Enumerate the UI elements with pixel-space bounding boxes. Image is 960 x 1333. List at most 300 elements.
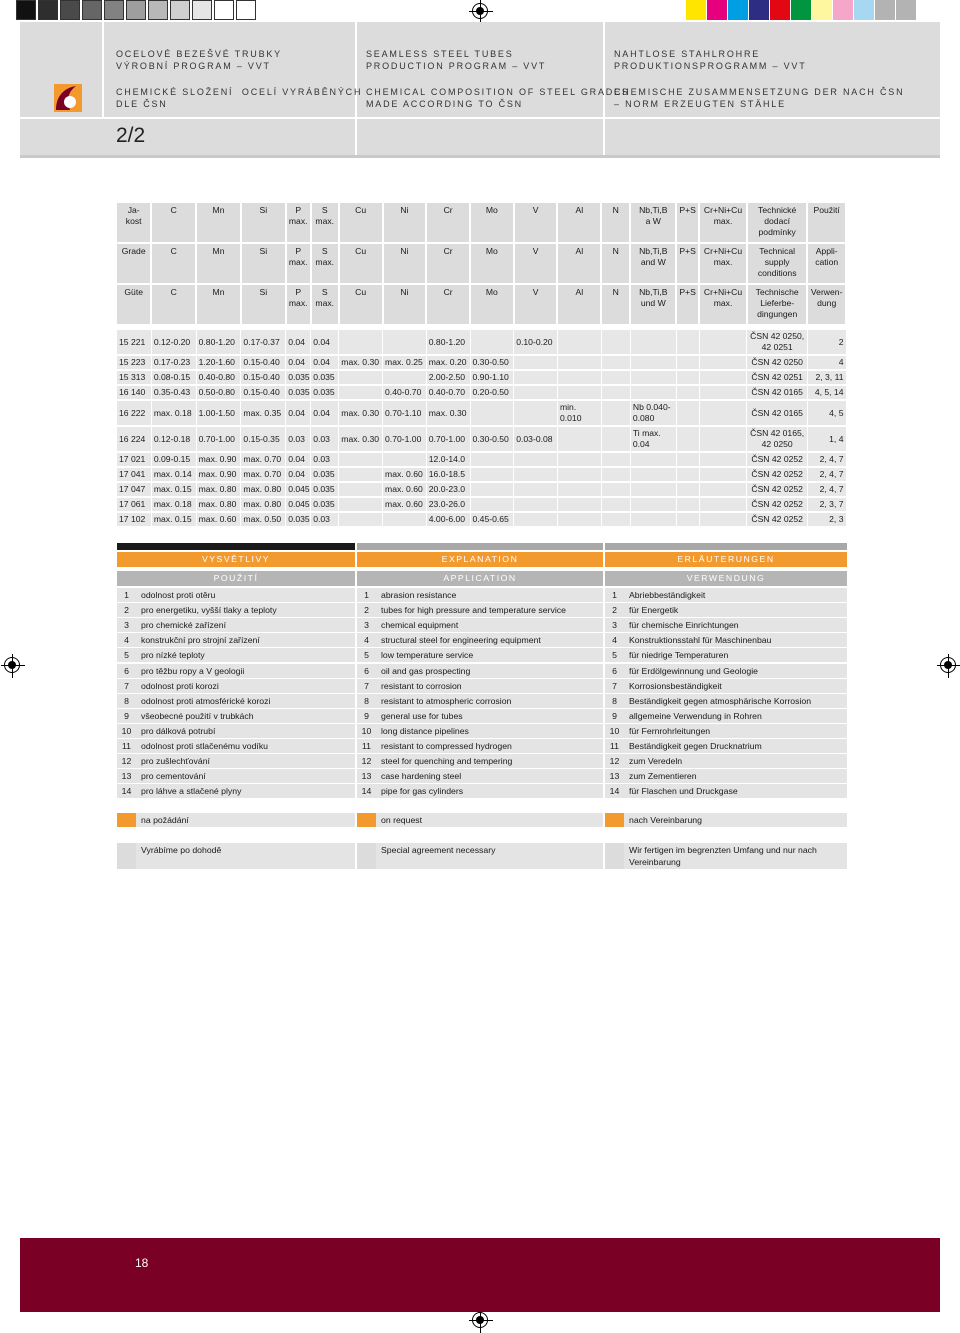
- legend-item-en: [357, 784, 603, 798]
- table-cell: 0.04: [286, 467, 311, 482]
- legend-item-de: [605, 769, 847, 783]
- legend-item-number: 14: [121, 786, 132, 797]
- table-cell: [557, 385, 601, 400]
- table-header-cell: C: [151, 203, 196, 242]
- table-cell: 0.035: [311, 497, 339, 512]
- table-cell: 17 021: [117, 452, 151, 467]
- table-cell: 0.10-0.20: [514, 330, 558, 355]
- table-cell: [630, 330, 676, 355]
- table-header-cell: Cr+Ni+Cu max.: [699, 285, 747, 324]
- header-title-cz: OCELOVÉ BEZEŠVÉ TRUBKY VÝROBNÍ PROGRAM – VVT: [116, 49, 282, 71]
- table-cell: [601, 497, 630, 512]
- table-cell: max. 0.70: [241, 452, 286, 467]
- legend-item-number: 6: [124, 665, 129, 676]
- table-cell: 0.04: [311, 355, 339, 370]
- table-cell: 0.035: [311, 482, 339, 497]
- legend-item-number: 9: [612, 710, 617, 721]
- table-header-cell: Technical supply conditions: [747, 244, 807, 283]
- table-cell: [514, 452, 558, 467]
- table-cell: [699, 426, 747, 452]
- table-header-cell: Verwen- dung: [807, 285, 846, 324]
- table-cell: 15 221: [117, 330, 151, 355]
- table-cell: 2.00-2.50: [426, 370, 470, 385]
- table-header-cell: Nb,Ti,B a W: [630, 203, 676, 242]
- table-header-cell: Al: [557, 203, 601, 242]
- table-header-cell: Nb,Ti,B und W: [630, 285, 676, 324]
- legend-item-cz: [117, 633, 355, 647]
- legend-item-text: general use for tubes: [381, 710, 463, 721]
- table-cell: [601, 385, 630, 400]
- table-cell: ČSN 42 0252: [747, 452, 807, 467]
- table-cell: 0.15-0.40: [241, 385, 286, 400]
- table-row: [117, 355, 846, 370]
- table-header-cell: V: [514, 285, 558, 324]
- table-cell: 0.03: [286, 426, 311, 452]
- legend-item-text: pro chemické zařízení: [141, 620, 226, 631]
- legend-item-text: für niedrige Temperaturen: [629, 650, 729, 661]
- table-cell: 0.04: [286, 330, 311, 355]
- legend-item-text: pro energetiku, vyšší tlaky a teploty: [141, 605, 277, 616]
- table-row: [117, 467, 846, 482]
- table-cell: [630, 355, 676, 370]
- legend-subtitle-de: VERWENDUNG: [605, 571, 847, 586]
- print-grey-scale-bar: [16, 0, 258, 20]
- legend-item-number: 12: [121, 756, 132, 767]
- table-cell: 0.035: [286, 370, 311, 385]
- table-cell: ČSN 42 0252: [747, 497, 807, 512]
- table-cell: [676, 370, 699, 385]
- table-cell: [470, 497, 514, 512]
- legend-item-number: 3: [124, 620, 129, 631]
- table-cell: 4: [807, 355, 846, 370]
- legend-item-number: 4: [364, 635, 369, 646]
- registration-mark-icon: [4, 657, 20, 673]
- table-cell: 0.04: [311, 400, 339, 426]
- legend-item-text: steel for quenching and tempering: [381, 756, 513, 767]
- table-cell: 17 047: [117, 482, 151, 497]
- table-cell: min. 0.010: [557, 400, 601, 426]
- table-cell: [557, 452, 601, 467]
- registration-mark-icon: [472, 1312, 488, 1328]
- table-cell: Ti max. 0.04: [630, 426, 676, 452]
- table-cell: [601, 400, 630, 426]
- table-cell: 0.12-0.20: [151, 330, 196, 355]
- table-header-cell: V: [514, 244, 558, 283]
- table-row: [117, 385, 846, 400]
- legend-item-text: Beständigkeit gegen Drucknatrium: [629, 741, 762, 751]
- legend-item-cz: [117, 588, 355, 602]
- table-cell: [339, 467, 383, 482]
- legend-item-de: [605, 739, 847, 753]
- legend-subtitle-en: APPLICATION: [357, 571, 603, 586]
- table-cell: 0.17-0.23: [151, 355, 196, 370]
- legend-item-en: [357, 648, 603, 662]
- table-cell: max. 0.30: [339, 355, 383, 370]
- table-header-cell: Cu: [339, 285, 383, 324]
- table-cell: 0.035: [311, 467, 339, 482]
- table-cell: [470, 452, 514, 467]
- table-cell: 0.40-0.70: [426, 385, 470, 400]
- table-cell: 2: [807, 330, 846, 355]
- legend-subtitle-cz: POUŽITÍ: [117, 571, 355, 586]
- header-title-de: NAHTLOSE STAHLROHRE PRODUKTIONSPROGRAMM – VVT: [614, 49, 807, 71]
- header-divider: [20, 117, 940, 119]
- table-header-cell: Ni: [383, 244, 427, 283]
- legend-item-en: [357, 618, 603, 632]
- legend-item-number: 10: [121, 725, 132, 736]
- table-cell: Nb 0.040- 0.080: [630, 400, 676, 426]
- table-cell: [470, 467, 514, 482]
- legend-item-text: für Fernrohrleitungen: [629, 725, 711, 736]
- table-cell: 16 224: [117, 426, 151, 452]
- table-header-cell: C: [151, 285, 196, 324]
- table-cell: 0.40-0.70: [383, 385, 427, 400]
- table-cell: max. 0.80: [241, 497, 286, 512]
- table-header-cell: Si: [241, 285, 286, 324]
- table-cell: max. 0.20: [426, 355, 470, 370]
- table-cell: ČSN 42 0252: [747, 482, 807, 497]
- table-header-cell: Cu: [339, 244, 383, 283]
- table-header-cell: S max.: [311, 285, 339, 324]
- legend-item-number: 13: [609, 771, 620, 782]
- legend-item-number: 8: [364, 695, 369, 706]
- legend-item-text: Beständigkeit gegen atmosphärische Korrosion: [629, 695, 812, 706]
- table-cell: [557, 330, 601, 355]
- table-cell: [339, 385, 383, 400]
- table-cell: 1, 4: [807, 426, 846, 452]
- table-cell: 0.03-0.08: [514, 426, 558, 452]
- legend-item-number: 12: [361, 756, 372, 767]
- legend-item-en: [357, 709, 603, 723]
- table-cell: [630, 512, 676, 527]
- legend-item-number: 14: [361, 786, 372, 797]
- legend-item-cz: [117, 618, 355, 632]
- legend-item-de: [605, 588, 847, 602]
- table-header-cell: Ni: [383, 203, 427, 242]
- table-header-cell: P+S: [676, 244, 699, 283]
- legend-item-en: [357, 664, 603, 678]
- table-cell: 0.17-0.37: [241, 330, 286, 355]
- table-cell: 0.12-0.18: [151, 426, 196, 452]
- legend-item-number: 12: [609, 756, 620, 767]
- table-cell: [699, 512, 747, 527]
- table-cell: [514, 370, 558, 385]
- table-cell: max. 0.35: [241, 400, 286, 426]
- table-header-cell: Technické dodací podmínky: [747, 203, 807, 242]
- table-cell: [339, 497, 383, 512]
- legend-item-text: allgemeine Verwendung in Rohren: [629, 710, 762, 721]
- table-cell: max. 0.80: [196, 482, 241, 497]
- table-header-cell: Mo: [470, 244, 514, 283]
- legend-item-cz: [117, 724, 355, 738]
- table-cell: [339, 370, 383, 385]
- legend-item-text: für Flaschen und Druckgase: [629, 786, 738, 797]
- legend-item-de: [605, 648, 847, 662]
- table-header-row: [117, 244, 846, 283]
- table-cell: [699, 452, 747, 467]
- legend-item-number: 1: [364, 590, 369, 600]
- legend-item-cz: [117, 648, 355, 662]
- table-cell: 0.40-0.80: [196, 370, 241, 385]
- legend-item-number: 14: [609, 786, 620, 797]
- table-cell: [470, 400, 514, 426]
- legend-item-number: 8: [612, 695, 617, 706]
- table-cell: 0.15-0.35: [241, 426, 286, 452]
- table-cell: [601, 467, 630, 482]
- table-cell: [557, 370, 601, 385]
- table-cell: 0.90-1.10: [470, 370, 514, 385]
- table-cell: 0.03: [311, 426, 339, 452]
- legend-item-number: 5: [612, 650, 617, 661]
- legend-item-en: [357, 724, 603, 738]
- legend-item-text: odolnost proti otěru: [141, 590, 216, 600]
- legend-item-cz: [117, 769, 355, 783]
- legend-on-request-en: on request: [357, 813, 603, 827]
- table-header-cell: Al: [557, 285, 601, 324]
- legend-item-en: [357, 694, 603, 708]
- table-cell: [557, 467, 601, 482]
- table-cell: [470, 482, 514, 497]
- table-cell: [514, 482, 558, 497]
- table-cell: max. 0.80: [196, 497, 241, 512]
- table-cell: ČSN 42 0250: [747, 355, 807, 370]
- legend-item-text: všeobecné použití v trubkách: [141, 710, 254, 721]
- table-header-cell: N: [601, 244, 630, 283]
- table-header-cell: Appli- cation: [807, 244, 846, 283]
- table-cell: [557, 482, 601, 497]
- table-header-cell: Cr: [426, 244, 470, 283]
- table-header-cell: P max.: [286, 203, 311, 242]
- table-cell: max. 0.18: [151, 400, 196, 426]
- table-header-cell: Mn: [196, 244, 241, 283]
- table-cell: [630, 370, 676, 385]
- legend-item-en: [357, 679, 603, 693]
- table-cell: 23.0-26.0: [426, 497, 470, 512]
- legend-item-de: [605, 664, 847, 678]
- table-cell: [699, 385, 747, 400]
- table-header-cell: V: [514, 203, 558, 242]
- page-indicator: 2/2: [116, 124, 146, 147]
- table-cell: max. 0.60: [383, 482, 427, 497]
- legend-bar: [357, 543, 603, 550]
- table-header-cell: P+S: [676, 203, 699, 242]
- legend-item-cz: [117, 603, 355, 617]
- print-color-bar: [686, 0, 917, 20]
- table-cell: ČSN 42 0250, 42 0251: [747, 330, 807, 355]
- table-header-cell: S max.: [311, 203, 339, 242]
- legend-item-cz: [117, 679, 355, 693]
- table-cell: [601, 370, 630, 385]
- legend-item-text: chemical equipment: [381, 620, 459, 631]
- table-cell: 4.00-6.00: [426, 512, 470, 527]
- legend-item-number: 8: [124, 695, 129, 706]
- table-cell: max. 0.15: [151, 512, 196, 527]
- table-cell: [514, 467, 558, 482]
- legend-item-text: structural steel for engineering equipment: [381, 635, 541, 646]
- registration-mark-icon: [940, 657, 956, 673]
- table-cell: [339, 482, 383, 497]
- table-cell: 12.0-14.0: [426, 452, 470, 467]
- legend-item-number: 10: [361, 725, 372, 736]
- table-cell: [699, 400, 747, 426]
- table-header-cell: N: [601, 203, 630, 242]
- company-logo: [20, 22, 104, 117]
- legend-item-number: 13: [361, 771, 372, 782]
- legend-item-number: 4: [124, 635, 129, 646]
- table-cell: [514, 385, 558, 400]
- table-cell: max. 0.90: [196, 452, 241, 467]
- legend-item-de: [605, 679, 847, 693]
- table-cell: 15 313: [117, 370, 151, 385]
- legend-item-de: [605, 709, 847, 723]
- legend-item-text: für Erdölgewinnung und Geologie: [629, 665, 758, 676]
- table-cell: 0.15-0.40: [241, 370, 286, 385]
- legend-bar: [605, 543, 847, 550]
- table-row: [117, 400, 846, 426]
- table-cell: [339, 452, 383, 467]
- table-cell: [699, 467, 747, 482]
- header-subtitle-en: CHEMICAL COMPOSITION OF STEEL GRADES MADE ACCORDING TO ČSN: [366, 87, 630, 109]
- legend-agreement-cz: Vyrábíme po dohodě: [117, 843, 355, 869]
- legend-item-text: resistant to compressed hydrogen: [381, 741, 512, 751]
- table-header-cell: P max.: [286, 244, 311, 283]
- legend-item-number: 9: [364, 710, 369, 721]
- table-row: [117, 497, 846, 512]
- table-cell: 0.04: [311, 330, 339, 355]
- legend-item-number: 1: [124, 590, 129, 600]
- table-cell: [557, 355, 601, 370]
- table-row: [117, 452, 846, 467]
- table-cell: [676, 482, 699, 497]
- legend-item-text: zum Veredeln: [629, 756, 683, 767]
- legend-item-text: Korrosionsbeständigkeit: [629, 680, 722, 691]
- table-cell: [676, 426, 699, 452]
- legend-item-text: tubes for high pressure and temperature service: [381, 605, 566, 616]
- legend-item-number: 7: [124, 680, 129, 691]
- table-cell: [699, 497, 747, 512]
- table-cell: 15 223: [117, 355, 151, 370]
- table-cell: max. 0.70: [241, 467, 286, 482]
- table-header-cell: P+S: [676, 285, 699, 324]
- table-cell: 2, 4, 7: [807, 467, 846, 482]
- table-cell: [630, 385, 676, 400]
- legend-item-text: für chemische Einrichtungen: [629, 620, 739, 631]
- table-cell: [514, 512, 558, 527]
- table-cell: [676, 512, 699, 527]
- chemical-composition-table: [117, 203, 847, 528]
- table-cell: 0.04: [286, 400, 311, 426]
- registration-mark-icon: [472, 3, 488, 19]
- table-cell: 2, 4, 7: [807, 452, 846, 467]
- table-cell: max. 0.80: [241, 482, 286, 497]
- table-cell: ČSN 42 0251: [747, 370, 807, 385]
- table-cell: max. 0.60: [383, 497, 427, 512]
- table-cell: 0.45-0.65: [470, 512, 514, 527]
- legend-item-number: 11: [361, 741, 372, 751]
- table-cell: 16 140: [117, 385, 151, 400]
- table-cell: max. 0.15: [151, 482, 196, 497]
- legend-item-text: oil and gas prospecting: [381, 665, 471, 676]
- legend-item-text: pipe for gas cylinders: [381, 786, 464, 797]
- table-header-cell: Si: [241, 203, 286, 242]
- legend-item-number: 4: [612, 635, 617, 646]
- legend-item-number: 3: [364, 620, 369, 631]
- table-cell: ČSN 42 0252: [747, 467, 807, 482]
- table-cell: 0.70-1.00: [426, 426, 470, 452]
- table-header-cell: P max.: [286, 285, 311, 324]
- legend-item-text: für Energetik: [629, 605, 679, 616]
- table-cell: 4, 5: [807, 400, 846, 426]
- table-header-cell: Cr+Ni+Cu max.: [699, 203, 747, 242]
- table-header-cell: Cr+Ni+Cu max.: [699, 244, 747, 283]
- table-cell: [699, 330, 747, 355]
- legend-item-en: [357, 754, 603, 768]
- legend-item-text: konstrukční pro strojní zařízení: [141, 635, 260, 646]
- legend-item-de: [605, 754, 847, 768]
- table-cell: 0.20-0.50: [470, 385, 514, 400]
- table-cell: 16.0-18.5: [426, 467, 470, 482]
- table-cell: [676, 452, 699, 467]
- table-header-row: [117, 203, 846, 242]
- table-header-cell: Technische Lieferbe- dingungen: [747, 285, 807, 324]
- legend-item-text: pro zušlechťování: [141, 756, 210, 767]
- table-cell: 1.00-1.50: [196, 400, 241, 426]
- legend-item-cz: [117, 754, 355, 768]
- table-cell: 0.50-0.80: [196, 385, 241, 400]
- table-cell: 17 041: [117, 467, 151, 482]
- table-cell: [699, 482, 747, 497]
- table-cell: 0.80-1.20: [426, 330, 470, 355]
- header-subtitle-de: CHEMISCHE ZUSAMMENSETZUNG DER NACH ČSN – NORM ERZEUGTEN STÄHLE: [614, 87, 905, 109]
- legend-item-cz: [117, 694, 355, 708]
- table-cell: 0.35-0.43: [151, 385, 196, 400]
- legend-title-de: ERLÄUTERUNGEN: [605, 552, 847, 567]
- legend-on-request-de: nach Vereinbarung: [605, 813, 847, 827]
- legend-item-cz: [117, 664, 355, 678]
- legend-item-number: 6: [364, 665, 369, 676]
- table-header-cell: Nb,Ti,B and W: [630, 244, 676, 283]
- table-cell: [557, 426, 601, 452]
- table-cell: max. 0.30: [339, 426, 383, 452]
- table-cell: [339, 512, 383, 527]
- legend-item-en: [357, 769, 603, 783]
- table-cell: 17 061: [117, 497, 151, 512]
- legend-item-text: pro cementování: [141, 771, 206, 782]
- table-header-cell: Použití: [807, 203, 846, 242]
- page-footer: [20, 1238, 940, 1312]
- table-cell: 0.08-0.15: [151, 370, 196, 385]
- legend-title-en: EXPLANATION: [357, 552, 603, 567]
- table-header-cell: Mn: [196, 285, 241, 324]
- table-cell: max. 0.25: [383, 355, 427, 370]
- table-cell: [676, 400, 699, 426]
- table-cell: 0.70-1.10: [383, 400, 427, 426]
- table-cell: [514, 355, 558, 370]
- legend-item-text: resistant to corrosion: [381, 680, 462, 691]
- table-cell: [470, 330, 514, 355]
- legend-item-text: Abriebbeständigkeit: [629, 590, 706, 600]
- legend-item-number: 1: [612, 590, 617, 600]
- table-cell: [630, 452, 676, 467]
- legend-item-en: [357, 739, 603, 753]
- legend-item-text: case hardening steel: [381, 771, 462, 782]
- table-header-cell: N: [601, 285, 630, 324]
- legend-item-cz: [117, 784, 355, 798]
- legend-item-number: 10: [609, 725, 620, 736]
- legend-item-de: [605, 633, 847, 647]
- table-cell: 1.20-1.60: [196, 355, 241, 370]
- legend-item-en: [357, 633, 603, 647]
